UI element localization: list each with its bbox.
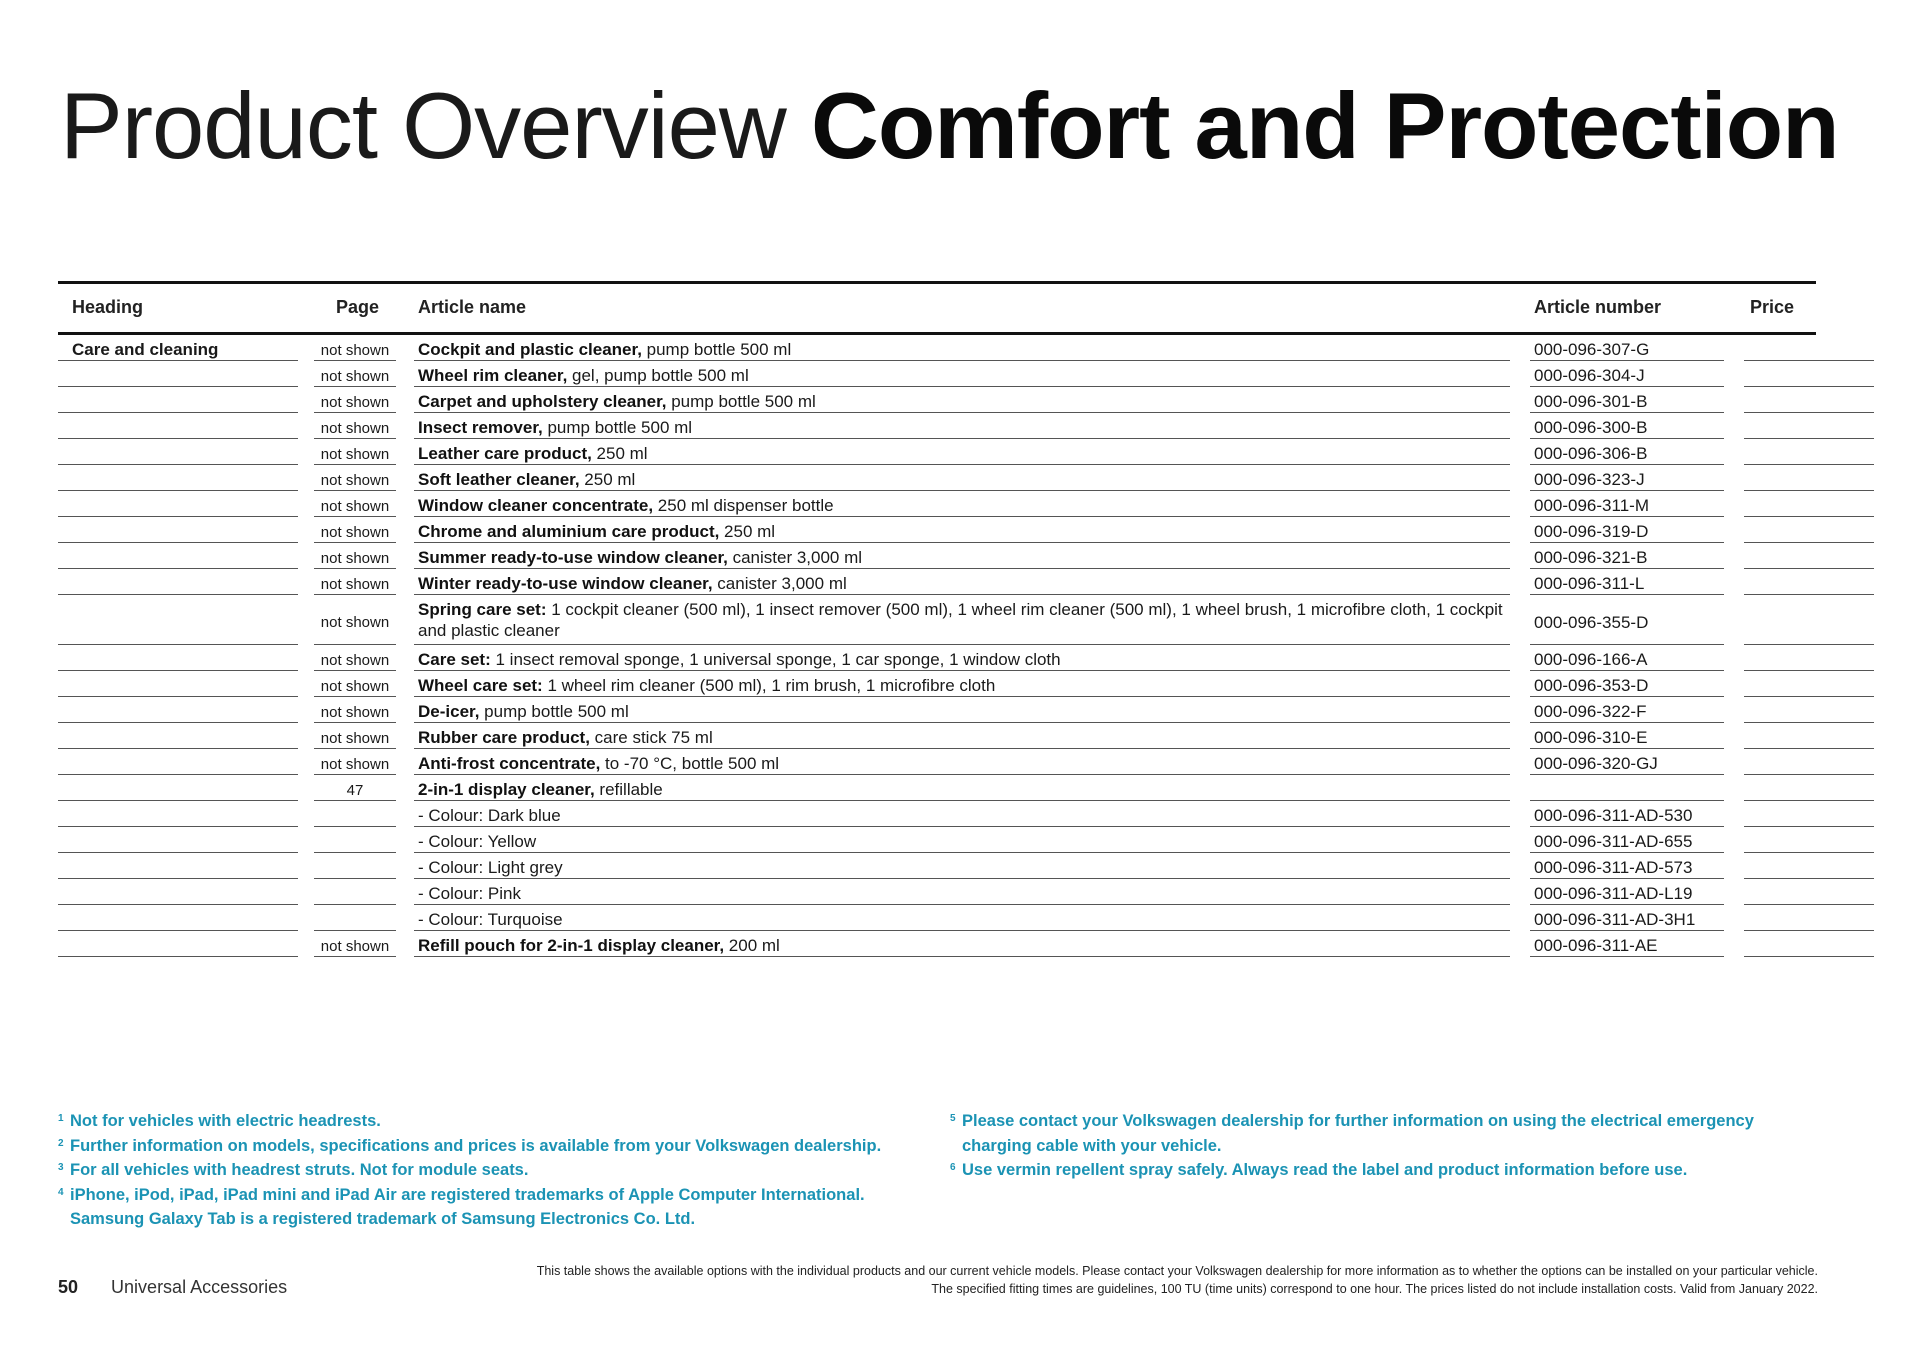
cell-article-number: 000-096-311-AD-655: [1530, 827, 1724, 853]
table-row: [58, 439, 1816, 465]
cell-page: not shown: [314, 517, 396, 543]
cell-article-number: 000-096-307-G: [1530, 335, 1724, 361]
table-row: [58, 801, 1816, 827]
cell-article-number: 000-096-166-A: [1530, 645, 1724, 671]
footnotes-right: [950, 1109, 1830, 1183]
article-name-bold: Winter ready-to-use window cleaner,: [418, 574, 713, 593]
table-row: [58, 595, 1816, 645]
cell-heading: [58, 543, 298, 569]
cell-page: [314, 801, 396, 827]
footnote-text: For all vehicles with headrest struts. Not for module seats.: [70, 1161, 529, 1179]
footnote-mark: 3: [58, 1162, 64, 1173]
cell-price: [1744, 413, 1874, 439]
cell-page: not shown: [314, 413, 396, 439]
cell-article-number: 000-096-311-AE: [1530, 931, 1724, 957]
footnote: [950, 1158, 1830, 1183]
article-name-detail: 250 ml: [719, 522, 776, 541]
cell-price: [1744, 645, 1874, 671]
cell-heading: [58, 749, 298, 775]
cell-article-number: 000-096-319-D: [1530, 517, 1724, 543]
footnote-text: Not for vehicles with electric headrests.: [70, 1112, 381, 1130]
cell-price: [1744, 465, 1874, 491]
article-name-detail: pump bottle 500 ml: [542, 418, 693, 437]
cell-page: not shown: [314, 491, 396, 517]
cell-article-name: [414, 465, 1510, 491]
cell-article-name: [414, 543, 1510, 569]
cell-page: not shown: [314, 465, 396, 491]
table-row: [58, 853, 1816, 879]
footnote-text: Further information on models, specifications and prices is available from your Volkswagen dealership.: [70, 1136, 882, 1155]
cell-article-number: 000-096-306-B: [1530, 439, 1724, 465]
cell-article-name: [414, 905, 1510, 931]
table-row: [58, 775, 1816, 801]
footnote-mark: 6: [950, 1162, 956, 1173]
section-name: Universal Accessories: [111, 1277, 288, 1297]
cell-article-name: [414, 697, 1510, 723]
article-name-detail: to -70 °C, bottle 500 ml: [600, 754, 780, 773]
cell-heading: [58, 671, 298, 697]
cell-price: [1744, 387, 1874, 413]
cell-heading: [58, 439, 298, 465]
cell-article-number: 000-096-311-M: [1530, 491, 1724, 517]
cell-page: not shown: [314, 439, 396, 465]
cell-article-name: [414, 387, 1510, 413]
cell-page: not shown: [314, 543, 396, 569]
article-name-detail: 1 insect removal sponge, 1 universal sponge, 1 car sponge, 1 window cloth: [490, 650, 1061, 669]
cell-price: [1744, 749, 1874, 775]
cell-heading: [58, 697, 298, 723]
cell-article-name: [414, 595, 1510, 645]
table-row: [58, 905, 1816, 931]
cell-heading: [58, 595, 298, 645]
footnote-mark: 5: [950, 1113, 956, 1124]
cell-article-number: 000-096-301-B: [1530, 387, 1724, 413]
cell-heading: [58, 775, 298, 801]
cell-price: [1744, 801, 1874, 827]
article-name-bold: Soft leather cleaner,: [418, 470, 580, 489]
footnote: [58, 1158, 938, 1183]
article-name-bold: Summer ready-to-use window cleaner,: [418, 548, 728, 567]
article-name-bold: Refill pouch for 2-in-1 display cleaner,: [418, 936, 725, 955]
footnote: [58, 1183, 938, 1232]
cell-article-number: 000-096-311-AD-530: [1530, 801, 1724, 827]
cell-page: not shown: [314, 387, 396, 413]
cell-page: [314, 853, 396, 879]
col-page: Page: [336, 297, 380, 317]
cell-page: not shown: [314, 361, 396, 387]
article-name-detail: gel, pump bottle 500 ml: [567, 366, 749, 385]
cell-article-name: [414, 439, 1510, 465]
cell-page: not shown: [314, 749, 396, 775]
article-name-bold: De-icer,: [418, 702, 480, 721]
cell-article-name: [414, 723, 1510, 749]
footnote-text-continued: Samsung Galaxy Tab is a registered trademark of Samsung Electronics Co. Ltd.: [70, 1210, 696, 1228]
cell-article-number: 000-096-304-J: [1530, 361, 1724, 387]
cell-heading: Care and cleaning: [58, 335, 298, 361]
cell-heading: [58, 569, 298, 595]
cell-heading: [58, 491, 298, 517]
table-row: [58, 491, 1816, 517]
cell-article-name: [414, 827, 1510, 853]
footnote-text-continued: charging cable with your vehicle.: [962, 1136, 1222, 1155]
cell-heading: [58, 361, 298, 387]
table-row: [58, 335, 1816, 361]
article-name-bold: 2-in-1 display cleaner,: [418, 780, 595, 799]
article-name-detail: pump bottle 500 ml: [479, 702, 629, 721]
cell-heading: [58, 931, 298, 957]
cell-article-number: 000-096-321-B: [1530, 543, 1724, 569]
article-name-detail: canister 3,000 ml: [712, 574, 847, 593]
cell-page: not shown: [314, 595, 396, 645]
cell-article-number: 000-096-322-F: [1530, 697, 1724, 723]
article-name-detail: pump bottle 500 ml: [666, 392, 816, 411]
cell-page: [314, 827, 396, 853]
cell-heading: [58, 723, 298, 749]
cell-article-number: 000-096-311-AD-3H1: [1530, 905, 1724, 931]
table-row: [58, 543, 1816, 569]
col-price: Price: [1750, 297, 1795, 317]
cell-article-number: 000-096-311-L: [1530, 569, 1724, 595]
table-row: [58, 387, 1816, 413]
article-name-bold: Spring care set:: [418, 600, 547, 619]
cell-article-name: [414, 749, 1510, 775]
cell-article-name: [414, 645, 1510, 671]
footnote: [950, 1109, 1830, 1158]
cell-article-number: 000-096-300-B: [1530, 413, 1724, 439]
disclaimer: [418, 1262, 1818, 1298]
footnote-text: Use vermin repellent spray safely. Always read the label and product information before use.: [962, 1161, 1688, 1179]
table-row: [58, 931, 1816, 957]
cell-price: [1744, 671, 1874, 697]
col-heading: Heading: [72, 297, 144, 317]
cell-article-name: [414, 413, 1510, 439]
cell-heading: [58, 645, 298, 671]
cell-article-number: 000-096-355-D: [1530, 595, 1724, 645]
table-row: [58, 697, 1816, 723]
table-header: [58, 284, 1816, 335]
article-name-detail: care stick 75 ml: [589, 728, 713, 747]
cell-article-number: 000-096-323-J: [1530, 465, 1724, 491]
article-name-detail: 250 ml: [591, 444, 648, 463]
cell-price: [1744, 853, 1874, 879]
cell-price: [1744, 827, 1874, 853]
article-name-detail: - Colour: Light grey: [418, 858, 563, 877]
cell-article-number: 000-096-353-D: [1530, 671, 1724, 697]
table-row: [58, 645, 1816, 671]
article-name-detail: - Colour: Yellow: [418, 832, 537, 851]
article-name-detail: pump bottle 500 ml: [641, 340, 792, 359]
table-body: [58, 335, 1816, 957]
cell-article-number: [1530, 775, 1724, 801]
cell-article-name: [414, 931, 1510, 957]
cell-article-name: [414, 335, 1510, 361]
cell-heading: [58, 413, 298, 439]
cell-price: [1744, 595, 1874, 645]
article-name-detail: - Colour: Turquoise: [418, 910, 563, 929]
footnote: [58, 1134, 938, 1159]
cell-price: [1744, 335, 1874, 361]
cell-price: [1744, 931, 1874, 957]
product-table: [58, 281, 1816, 957]
cell-page: not shown: [314, 931, 396, 957]
footnote-mark: 2: [58, 1137, 64, 1149]
footnote-mark: 1: [58, 1113, 64, 1124]
article-name-bold: Carpet and upholstery cleaner,: [418, 392, 667, 411]
cell-price: [1744, 775, 1874, 801]
article-name-detail: 250 ml: [579, 470, 636, 489]
cell-page: not shown: [314, 723, 396, 749]
cell-article-number: 000-096-311-AD-573: [1530, 853, 1724, 879]
cell-price: [1744, 491, 1874, 517]
cell-page: not shown: [314, 335, 396, 361]
article-name-detail: 200 ml: [724, 936, 780, 955]
cell-heading: [58, 827, 298, 853]
article-name-detail: refillable: [594, 780, 663, 799]
cell-article-name: [414, 775, 1510, 801]
cell-price: [1744, 517, 1874, 543]
cell-heading: [58, 879, 298, 905]
cell-article-name: [414, 879, 1510, 905]
table-row: [58, 749, 1816, 775]
page-footer: [58, 1277, 287, 1298]
cell-page: not shown: [314, 569, 396, 595]
article-name-bold: Wheel rim cleaner,: [418, 366, 568, 385]
cell-article-number: 000-096-310-E: [1530, 723, 1724, 749]
cell-price: [1744, 361, 1874, 387]
col-article-number: Article number: [1534, 297, 1662, 317]
table-row: [58, 361, 1816, 387]
cell-heading: [58, 465, 298, 491]
disclaimer-line-1: This table shows the available options with the individual products and our current vehicle models. Please contact your Volkswagen dealership for more information as to whether the options can be installed on your particular vehicle.: [536, 1264, 1818, 1278]
cell-page: not shown: [314, 697, 396, 723]
cell-price: [1744, 569, 1874, 595]
cell-price: [1744, 905, 1874, 931]
cell-article-number: 000-096-320-GJ: [1530, 749, 1724, 775]
cell-price: [1744, 723, 1874, 749]
footnote-text: Please contact your Volkswagen dealership for further information on using the electrical emergency: [962, 1112, 1754, 1130]
cell-page: [314, 905, 396, 931]
col-article-name: Article name: [418, 297, 527, 317]
footnote-text: iPhone, iPod, iPad, iPad mini and iPad Air are registered trademarks of Apple Computer International.: [70, 1185, 865, 1204]
article-name-bold: Insect remover,: [418, 418, 543, 437]
cell-article-name: [414, 853, 1510, 879]
cell-article-name: [414, 671, 1510, 697]
footnote-mark: 4: [58, 1186, 64, 1198]
cell-article-name: [414, 801, 1510, 827]
article-name-bold: Leather care product,: [418, 444, 592, 463]
cell-price: [1744, 697, 1874, 723]
article-name-detail: 1 wheel rim cleaner (500 ml), 1 rim brush, 1 microfibre cloth: [542, 676, 996, 695]
cell-heading: [58, 905, 298, 931]
article-name-bold: Window cleaner concentrate,: [418, 496, 654, 515]
table-row: [58, 671, 1816, 697]
page-title: [60, 66, 1839, 186]
article-name-detail: canister 3,000 ml: [727, 548, 863, 567]
article-name-bold: Chrome and aluminium care product,: [418, 522, 720, 541]
page-number: 50: [58, 1277, 79, 1297]
table-row: [58, 413, 1816, 439]
cell-article-name: [414, 517, 1510, 543]
article-name-bold: Care set:: [418, 650, 491, 669]
footnotes-left: [58, 1109, 938, 1232]
article-name-detail: - Colour: Pink: [418, 884, 521, 903]
cell-heading: [58, 517, 298, 543]
cell-heading: [58, 387, 298, 413]
cell-heading: [58, 801, 298, 827]
table-row: [58, 827, 1816, 853]
article-name-bold: Wheel care set:: [418, 676, 543, 695]
article-name-bold: Anti-frost concentrate,: [418, 754, 601, 773]
cell-page: not shown: [314, 671, 396, 697]
cell-price: [1744, 439, 1874, 465]
article-name-detail: 1 cockpit cleaner (500 ml), 1 insect remover (500 ml), 1 wheel rim cleaner (500 ml), 1 wheel brush, 1 microfibre cloth, 1 cockpit and plastic cleaner: [418, 600, 1503, 640]
table-row: [58, 517, 1816, 543]
disclaimer-line-2: The specified fitting times are guidelines, 100 TU (time units) correspond to one hour. The prices listed do not include installation costs. Valid from January 2022.: [931, 1282, 1818, 1296]
cell-article-name: [414, 361, 1510, 387]
article-name-detail: - Colour: Dark blue: [418, 806, 561, 825]
table-row: [58, 723, 1816, 749]
table-row: [58, 879, 1816, 905]
table-row: [58, 569, 1816, 595]
article-name-bold: Rubber care product,: [418, 728, 590, 747]
cell-article-number: 000-096-311-AD-L19: [1530, 879, 1724, 905]
page-title-bold: Comfort and Protection: [810, 73, 1839, 178]
cell-page: [314, 879, 396, 905]
cell-page: 47: [314, 775, 396, 801]
page-title-light: Product Overview: [60, 73, 786, 178]
cell-article-name: [414, 569, 1510, 595]
article-name-bold: Cockpit and plastic cleaner,: [418, 340, 642, 359]
table-row: [58, 465, 1816, 491]
footnote: [58, 1109, 938, 1134]
cell-price: [1744, 879, 1874, 905]
cell-article-name: [414, 491, 1510, 517]
cell-heading: [58, 853, 298, 879]
cell-price: [1744, 543, 1874, 569]
article-name-detail: 250 ml dispenser bottle: [653, 496, 834, 515]
cell-page: not shown: [314, 645, 396, 671]
